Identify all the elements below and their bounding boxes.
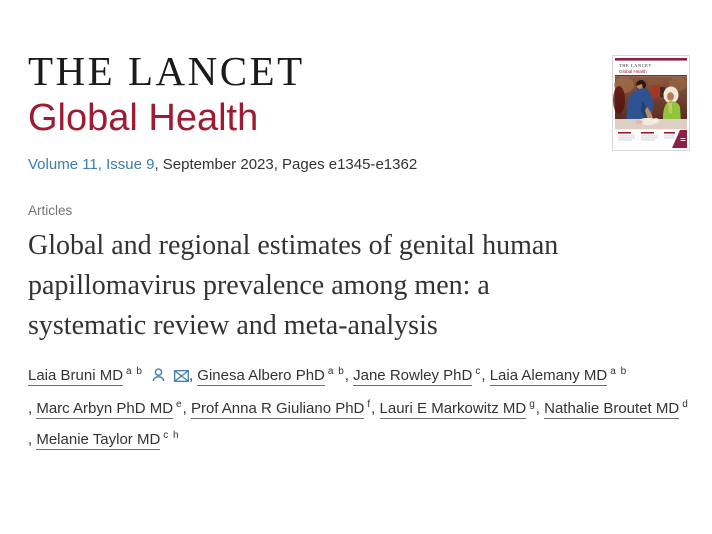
- person-icon[interactable]: [152, 364, 165, 391]
- author: [28, 358, 189, 391]
- author: , Melanie Taylor MD $^{c h}$: [28, 430, 180, 448]
- author-affiliation-sup: f: [367, 399, 372, 410]
- section-label: Articles: [28, 203, 73, 218]
- author-affiliation-sup: c h: [163, 430, 180, 441]
- author-affiliation-sup: g: [529, 399, 536, 410]
- journal-masthead: [28, 48, 588, 173]
- volume-issue-link[interactable]: Volume 11, Issue 9: [28, 156, 155, 173]
- journal-name: THE LANCET: [28, 48, 305, 94]
- article-title: Global and regional estimates of genital human papillomavirus prevalence among men: a systematic review and meta-analysis: [28, 230, 559, 341]
- author: , Prof Anna R Giuliano PhD $^f$: [182, 399, 372, 417]
- email-icon[interactable]: [174, 364, 189, 391]
- author: , Laia Alemany MD $^{a b}$: [481, 366, 628, 384]
- author-name-link[interactable]: Melanie Taylor MD: [36, 431, 161, 448]
- author-name-link[interactable]: Laia Bruni MD: [28, 367, 124, 384]
- author-name-link[interactable]: Marc Arbyn PhD MD: [36, 400, 174, 417]
- author-affiliation-sup: a b: [610, 366, 628, 377]
- author-name-link[interactable]: Prof Anna R Giuliano PhD: [190, 400, 365, 417]
- author-affiliation-sup: a b: [126, 366, 143, 377]
- cover-top-bar: [615, 58, 687, 61]
- volume-issue-rest: , September 2023, Pages e1345-e1362: [154, 156, 418, 173]
- author: , Ginesa Albero PhD $^{a b}$: [188, 366, 345, 384]
- author: , Lauri E Markowitz MD $^g$: [371, 399, 536, 417]
- journal-subtitle: Global Health: [28, 97, 259, 139]
- author-affiliation-sup: d: [682, 399, 689, 410]
- author-affiliation-sup: a b: [327, 366, 345, 377]
- cover-photo: [613, 76, 688, 129]
- author: , Nathalie Broutet MD $^d$: [535, 399, 689, 417]
- author-name-link[interactable]: Jane Rowley PhD: [353, 367, 473, 384]
- author-affiliation-sup: c: [475, 366, 482, 377]
- volume-issue-line: [28, 156, 588, 173]
- cover-contents-band: [615, 129, 687, 148]
- author-name-link[interactable]: Lauri E Markowitz MD: [379, 400, 527, 417]
- author-affiliation-sup: e: [176, 399, 183, 410]
- author: , Jane Rowley PhD $^c$: [344, 366, 482, 384]
- cover-journal-subtitle: Global Health: [619, 69, 647, 74]
- author-list: [28, 358, 702, 453]
- cover-journal-name: THE LANCET: [619, 63, 652, 68]
- author-name-link[interactable]: Laia Alemany MD: [489, 367, 608, 384]
- author-name-link[interactable]: Ginesa Albero PhD: [197, 367, 325, 384]
- author: , Marc Arbyn PhD MD $^e$: [28, 399, 183, 417]
- cover-rule: [615, 75, 687, 76]
- author-name-link[interactable]: Nathalie Broutet MD: [544, 400, 680, 417]
- journal-cover-thumbnail[interactable]: [612, 55, 690, 151]
